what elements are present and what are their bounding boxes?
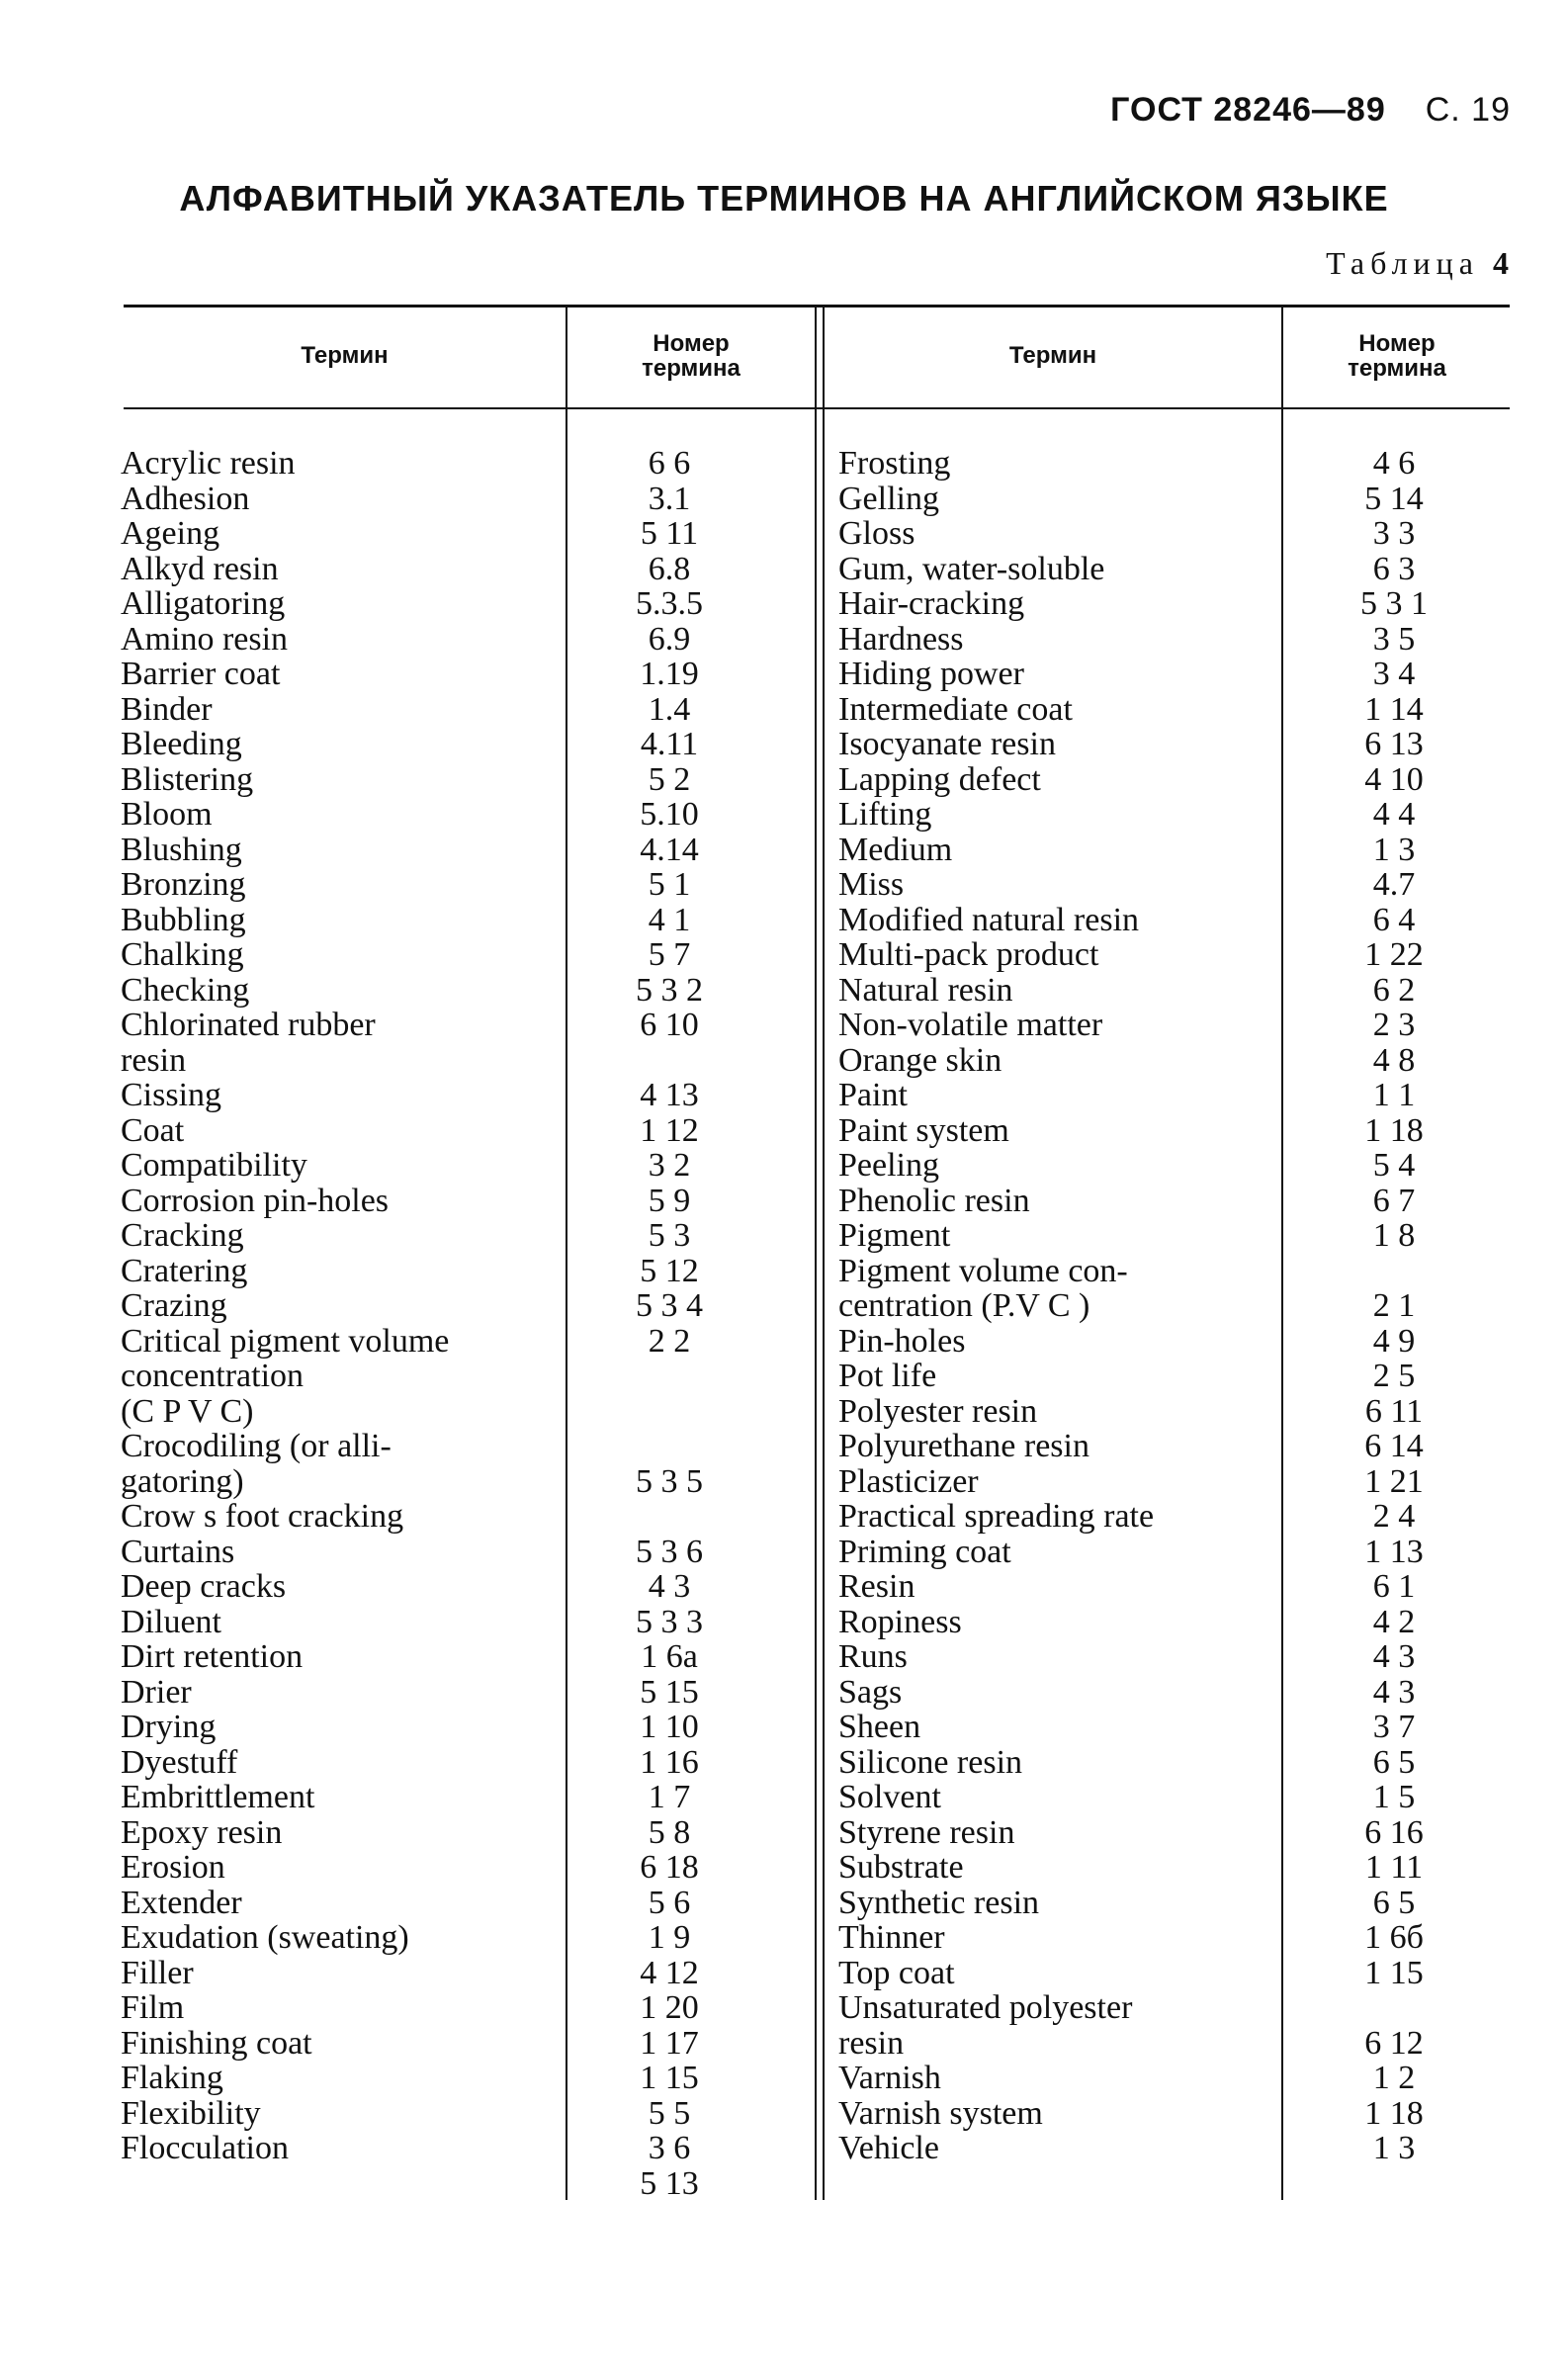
right-numbers-column	[1285, 446, 1503, 2166]
term-entry: Polyurethane resin	[838, 1428, 1089, 1464]
term-entry: Lapping defect	[838, 760, 1041, 798]
term-entry: Acrylic resin	[121, 445, 296, 482]
index-title: АЛФАВИТНЫЙ УКАЗАТЕЛЬ ТЕРМИНОВ НА АНГЛИЙСКОМ ЯЗЫКЕ	[179, 178, 1389, 219]
term-number: 1 6a	[641, 1638, 698, 1675]
term-entry: Cratering	[121, 1252, 248, 1289]
term-number: 6 13	[1364, 726, 1424, 762]
term-entry: Alkyd resin	[121, 550, 279, 587]
term-number: 1 13	[1364, 1533, 1424, 1570]
term-number: 3 2	[648, 1147, 691, 1184]
term-entry: Diluent	[121, 1603, 221, 1640]
term-entry: Hair-cracking	[838, 585, 1025, 622]
term-entry: Gloss	[838, 515, 915, 552]
term-entry: Vehicle	[838, 2130, 939, 2166]
term-number: 4.7	[1372, 866, 1416, 903]
term-entry: Runs	[838, 1638, 908, 1675]
term-number: 4.11	[640, 726, 699, 762]
column-divider-2a	[815, 307, 817, 2200]
left-terms-column	[121, 446, 556, 2166]
term-entry: Bronzing	[121, 866, 246, 903]
term-entry: Pigment	[838, 1217, 951, 1254]
table-header-rule	[124, 407, 1510, 409]
term-number: 2 1	[1372, 1287, 1416, 1324]
term-entry: Barrier coat	[121, 656, 281, 692]
term-number: 4 2	[1372, 1603, 1416, 1640]
term-number: 4 3	[1372, 1638, 1416, 1675]
term-entry: Epoxy resin	[121, 1813, 283, 1851]
term-number: 2 2	[648, 1322, 691, 1360]
column-divider-3	[1281, 307, 1283, 2200]
table-top-rule	[124, 305, 1510, 308]
term-entry: Gum, water-soluble	[838, 550, 1105, 587]
term-entry: Extender	[121, 1884, 242, 1921]
term-number: 5 8	[648, 1813, 691, 1851]
term-entry: Substrate	[838, 1849, 964, 1886]
table-label-text: Таблица	[1326, 245, 1479, 281]
term-number: 1 10	[640, 1709, 699, 1745]
term-entry: Alligatoring	[121, 585, 286, 622]
term-number: 1 8	[1372, 1217, 1416, 1254]
term-number: 3 5	[1372, 620, 1416, 658]
term-entry: Chalking	[121, 936, 244, 973]
term-entry: Peeling	[838, 1147, 939, 1184]
term-entry: Phenolic resin	[838, 1182, 1030, 1219]
term-entry: Bloom	[121, 796, 213, 833]
term-entry: Cracking	[121, 1217, 244, 1254]
term-number: 1 3	[1372, 2130, 1416, 2166]
term-number: 1 7	[648, 1779, 691, 1815]
term-number: 4 4	[1372, 796, 1416, 833]
term-entry: Medium	[838, 831, 953, 868]
term-number: 6 12	[1364, 2024, 1424, 2062]
term-number: 6 6	[648, 445, 691, 482]
term-number: 4 12	[640, 1954, 699, 1991]
term-number: 1.4	[648, 690, 691, 728]
term-entry: Erosion	[121, 1849, 225, 1886]
term-entry: Pigment volume con-	[838, 1252, 1128, 1289]
term-entry: Filler	[121, 1954, 194, 1991]
term-entry: Ropiness	[838, 1603, 962, 1640]
term-number: 4 6	[1372, 445, 1416, 482]
term-number: 4 10	[1364, 760, 1424, 798]
table-number: 4	[1493, 245, 1509, 281]
term-entry: Natural resin	[838, 971, 1013, 1009]
term-entry: Crocodiling (or alli-	[121, 1428, 392, 1464]
term-entry: concentration	[121, 1358, 305, 1394]
left-numbers-column	[575, 446, 763, 2201]
term-number: 6 16	[1364, 1813, 1424, 1851]
term-entry: Intermediate coat	[838, 690, 1073, 728]
term-entry: Varnish system	[838, 2094, 1043, 2132]
term-number: 1 15	[1364, 1954, 1424, 1991]
term-number: 5 2	[648, 760, 691, 798]
term-entry: Isocyanate resin	[838, 726, 1056, 762]
term-number: 1 6б	[1364, 1919, 1424, 1956]
table-label	[1326, 245, 1509, 282]
term-number: 1 9	[648, 1919, 691, 1956]
term-entry: Adhesion	[121, 480, 250, 517]
term-entry: resin	[121, 1041, 187, 1079]
term-number: 6 18	[640, 1849, 699, 1886]
term-entry: Unsaturated polyester	[838, 1989, 1133, 2026]
term-number: 6.8	[648, 550, 691, 587]
term-entry: Finishing coat	[121, 2024, 312, 2062]
term-entry: Drier	[121, 1673, 192, 1711]
term-number: 1 18	[1364, 1111, 1424, 1149]
term-number: 6 5	[1372, 1743, 1416, 1781]
term-entry: Crow s foot cracking	[121, 1498, 404, 1535]
term-entry: Priming coat	[838, 1533, 1011, 1570]
term-number: 5 15	[640, 1673, 699, 1711]
term-entry: Drying	[121, 1709, 217, 1745]
term-number: 6.9	[648, 620, 691, 658]
term-entry: Exudation (sweating)	[121, 1919, 409, 1956]
term-entry: Practical spreading rate	[838, 1498, 1155, 1535]
column-header-term-left: Термин	[301, 342, 389, 370]
term-number: 6 4	[1372, 901, 1416, 938]
term-number: 5 3 5	[636, 1462, 703, 1500]
term-entry: Sheen	[838, 1709, 921, 1745]
term-number: 1 17	[640, 2024, 699, 2062]
term-number: 1 14	[1364, 690, 1424, 728]
term-number: 5 3	[648, 1217, 691, 1254]
term-number: 5 1	[648, 866, 691, 903]
term-number: 5 3 2	[636, 971, 703, 1009]
term-number: 4 13	[640, 1077, 699, 1113]
term-entry: Ageing	[121, 515, 220, 552]
term-number: 5 4	[1372, 1147, 1416, 1184]
term-entry: Embrittlement	[121, 1779, 315, 1815]
term-entry: Resin	[838, 1568, 915, 1605]
term-number: 1 21	[1364, 1462, 1424, 1500]
right-terms-column	[838, 446, 1263, 2166]
term-number	[1285, 1254, 1503, 1289]
term-entry: Bleeding	[121, 726, 242, 762]
term-number	[575, 1394, 763, 1430]
term-number: 3 6	[648, 2130, 691, 2166]
term-number: 1 2	[1372, 2060, 1416, 2096]
term-number: 4.14	[640, 831, 699, 868]
term-entry: Bubbling	[121, 901, 246, 938]
term-entry: Dyestuff	[121, 1743, 238, 1781]
term-entry: Film	[121, 1989, 185, 2026]
column-header-number-right: Номер термина	[1348, 329, 1446, 382]
term-number: 1 3	[1372, 831, 1416, 868]
term-entry: Curtains	[121, 1533, 235, 1570]
term-number: 6 2	[1372, 971, 1416, 1009]
term-number	[575, 1359, 763, 1394]
term-number: 5 6	[648, 1884, 691, 1921]
term-entry: Deep cracks	[121, 1568, 287, 1605]
term-entry: Lifting	[838, 796, 932, 833]
term-entry: Synthetic resin	[838, 1884, 1040, 1921]
term-number: 1 20	[640, 1989, 699, 2026]
term-number: 1 1	[1372, 1077, 1416, 1113]
term-number: 6 7	[1372, 1182, 1416, 1219]
term-number: 1 11	[1364, 1849, 1424, 1886]
term-number: 5 7	[648, 936, 691, 973]
term-number: 2 4	[1372, 1498, 1416, 1535]
term-number: 3.1	[648, 480, 691, 517]
term-entry: Varnish	[838, 2060, 941, 2096]
term-entry: Polyester resin	[838, 1392, 1038, 1430]
term-number: 5 3 4	[636, 1287, 703, 1324]
term-entry: Flaking	[121, 2060, 223, 2096]
term-entry: centration (P.V C )	[838, 1287, 1090, 1324]
term-number	[575, 1429, 763, 1464]
term-number: 2 3	[1372, 1007, 1416, 1043]
term-entry: Pot life	[838, 1358, 937, 1394]
term-number: 6 3	[1372, 550, 1416, 587]
term-entry: (C P V C)	[121, 1392, 254, 1430]
term-number: 5 13	[640, 2164, 699, 2202]
column-divider-1	[566, 307, 567, 2200]
term-entry: Critical pigment volume	[121, 1322, 450, 1360]
term-entry: Cissing	[121, 1077, 222, 1113]
term-entry: Flocculation	[121, 2130, 289, 2166]
term-entry: Blistering	[121, 760, 254, 798]
column-header-number-left: Номер термина	[642, 329, 740, 382]
term-number: 6 10	[640, 1007, 699, 1043]
term-entry: Crazing	[121, 1287, 227, 1324]
page-header	[1110, 91, 1511, 130]
term-number: 5 11	[640, 515, 699, 552]
term-number: 5 12	[640, 1252, 699, 1289]
term-number: 5 3 1	[1360, 585, 1428, 622]
term-entry: Solvent	[838, 1779, 941, 1815]
term-number	[575, 1043, 763, 1079]
term-number: 5 14	[1364, 480, 1424, 517]
term-number: 1.19	[640, 656, 699, 692]
term-number: 1 12	[640, 1111, 699, 1149]
term-entry: Corrosion pin-holes	[121, 1182, 390, 1219]
term-number: 3 4	[1372, 656, 1416, 692]
term-number: 6 1	[1372, 1568, 1416, 1605]
term-number: 4 8	[1372, 1041, 1416, 1079]
term-number: 4 1	[648, 901, 691, 938]
term-number: 6 11	[1364, 1392, 1424, 1430]
term-entry: Multi-pack product	[838, 936, 1099, 973]
term-entry: Miss	[838, 866, 905, 903]
term-number: 5 3 3	[636, 1603, 703, 1640]
term-entry: Non-volatile matter	[838, 1007, 1103, 1043]
term-entry: Blushing	[121, 831, 242, 868]
term-number: 1 22	[1364, 936, 1424, 973]
term-entry: Flexibility	[121, 2094, 261, 2132]
term-entry: Styrene resin	[838, 1813, 1015, 1851]
page-number: С. 19	[1425, 91, 1511, 129]
term-number: 5 3 6	[636, 1533, 703, 1570]
term-entry: Silicone resin	[838, 1743, 1023, 1781]
term-entry: Paint	[838, 1077, 908, 1113]
term-number: 4 3	[1372, 1673, 1416, 1711]
term-number: 5 9	[648, 1182, 691, 1219]
term-number: 5 5	[648, 2094, 691, 2132]
term-number: 1 18	[1364, 2094, 1424, 2132]
term-entry: Chlorinated rubber	[121, 1007, 376, 1043]
term-number: 4 3	[648, 1568, 691, 1605]
term-entry: Pin-holes	[838, 1322, 966, 1360]
term-entry: Dirt retention	[121, 1638, 304, 1675]
column-divider-2b	[823, 307, 825, 2200]
term-number: 1 16	[640, 1743, 699, 1781]
term-entry: Gelling	[838, 480, 939, 517]
term-entry: resin	[838, 2024, 905, 2062]
term-entry: Frosting	[838, 445, 951, 482]
term-number: 3 3	[1372, 515, 1416, 552]
term-number: 1 15	[640, 2060, 699, 2096]
term-number: 3 7	[1372, 1709, 1416, 1745]
standard-number: ГОСТ 28246—89	[1110, 91, 1386, 129]
term-entry: Modified natural resin	[838, 901, 1140, 938]
term-entry: Amino resin	[121, 620, 289, 658]
term-number	[575, 1499, 763, 1535]
column-header-term-right: Термин	[1008, 342, 1097, 370]
term-number: 1 5	[1372, 1779, 1416, 1815]
term-number	[1285, 1990, 1503, 2026]
term-number: 2 5	[1372, 1358, 1416, 1394]
term-entry: Compatibility	[121, 1147, 307, 1184]
term-entry: Coat	[121, 1111, 185, 1149]
term-number: 5.10	[640, 796, 699, 833]
term-entry: Binder	[121, 690, 213, 728]
term-entry: Hardness	[838, 620, 964, 658]
term-entry: Paint system	[838, 1111, 1009, 1149]
term-number: 5.3.5	[636, 585, 703, 622]
term-entry: gatoring)	[121, 1462, 244, 1500]
term-number: 6 5	[1372, 1884, 1416, 1921]
term-entry: Sags	[838, 1673, 903, 1711]
term-entry: Thinner	[838, 1919, 945, 1956]
term-number: 6 14	[1364, 1428, 1424, 1464]
term-entry: Checking	[121, 971, 250, 1009]
term-entry: Orange skin	[838, 1041, 1002, 1079]
term-entry: Top coat	[838, 1954, 955, 1991]
term-entry: Plasticizer	[838, 1462, 979, 1500]
term-number: 4 9	[1372, 1322, 1416, 1360]
term-entry: Hiding power	[838, 656, 1024, 692]
